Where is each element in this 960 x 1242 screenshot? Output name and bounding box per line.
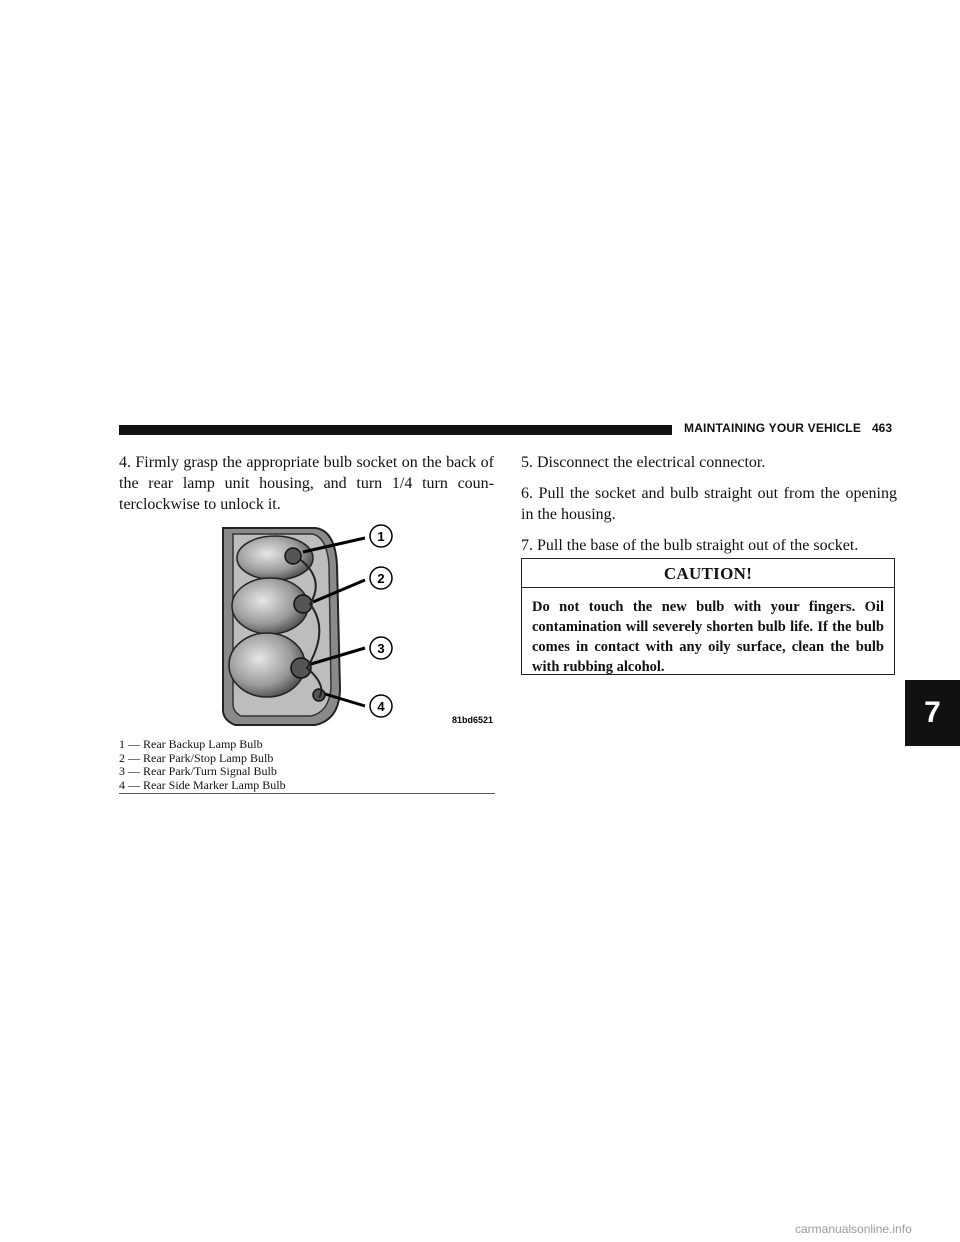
page-number: 463	[872, 421, 893, 435]
legend-item-1: 1 — Rear Backup Lamp Bulb	[119, 737, 263, 751]
right-column	[521, 452, 897, 566]
backup-lamp-socket	[285, 548, 301, 564]
figure-id: 81bd6521	[451, 715, 493, 725]
header-rule	[119, 425, 672, 435]
section-title: MAINTAINING YOUR VEHICLE	[684, 421, 862, 435]
rear-lamp-illustration	[215, 520, 495, 735]
backup-lamp-reflector	[237, 536, 313, 580]
figure-legend	[119, 738, 495, 794]
caution-body: Do not touch the new bulb with your fingers. Oil contamination will severely shorten bulb life. If the bulb comes in contact with any oily surface, clean the bulb with rubbing alcohol.	[532, 599, 884, 675]
legend-item-4: 4 — Rear Side Marker Lamp Bulb	[119, 777, 286, 792]
legend-item-3: 3 — Rear Park/Turn Signal Bulb	[119, 764, 277, 778]
caution-box	[521, 558, 895, 675]
callout-2: 2	[377, 571, 385, 586]
side-marker-socket	[313, 689, 325, 701]
callout-4: 4	[377, 699, 385, 714]
rear-lamp-figure	[215, 520, 495, 735]
step-6-text: 6. Pull the socket and bulb straight out from the opening in the housing.	[521, 485, 897, 523]
step-4-text: 4. Firmly grasp the appropriate bulb socket on the back of the rear lamp unit housing, and turn 1/4 turn coun-terclockwise to unlock it.	[119, 454, 494, 513]
callout-1: 1	[377, 529, 385, 544]
callout-3: 3	[377, 641, 385, 656]
step-5-text: 5. Disconnect the electrical connector.	[521, 454, 766, 471]
caution-title: CAUTION!	[522, 559, 894, 588]
step-7-text: 7. Pull the base of the bulb straight out of the socket.	[521, 537, 859, 554]
section-tab: 7	[905, 680, 960, 746]
left-column	[119, 452, 494, 515]
legend-item-2: 2 — Rear Park/Stop Lamp Bulb	[119, 750, 274, 765]
watermark: carmanualsonline.info	[795, 1222, 912, 1236]
